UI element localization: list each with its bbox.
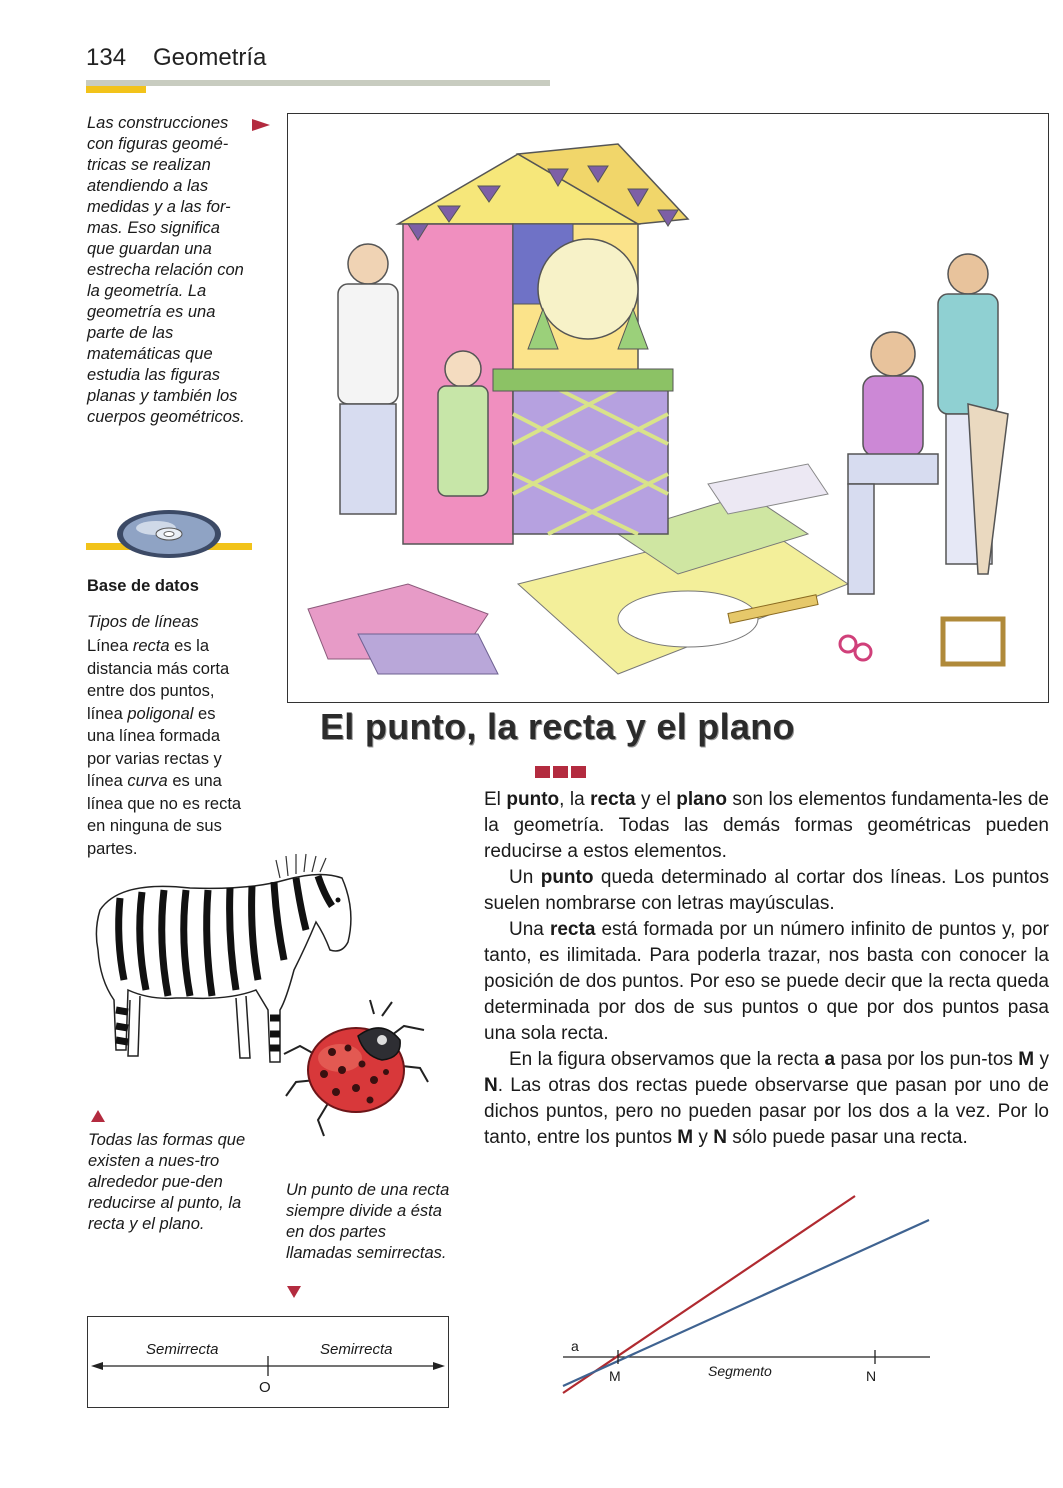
cd-database-icon bbox=[86, 506, 252, 564]
database-title: Base de datos bbox=[87, 577, 199, 595]
pointer-down-icon bbox=[286, 1284, 302, 1300]
title-decoration bbox=[535, 765, 589, 783]
ladybug-illustration bbox=[278, 996, 438, 1146]
page-number: 134 bbox=[86, 44, 127, 71]
database-subtitle: Tipos de líneas bbox=[87, 613, 199, 631]
main-body-text bbox=[484, 787, 1049, 1151]
point-n-label: N bbox=[866, 1368, 877, 1384]
point-m-label: M bbox=[609, 1368, 621, 1384]
line-a-label: a bbox=[571, 1338, 579, 1354]
paragraph-2: Un punto queda determinado al cortar dos líneas. Los puntos suelen nombrarse con letras mayúsculas. bbox=[484, 867, 1049, 914]
semirrecta-right-label: Semirrecta bbox=[320, 1341, 393, 1358]
segment-label: Segmento bbox=[708, 1363, 772, 1379]
paragraph-4: En la figura observamos que la recta a pasa por los pun-tos M y N. Las otras dos rectas puede observarse que pasan por uno de dichos puntos, pero no pueden pasar por los dos a la vez. Por lo tanto, entre los puntos M y N sólo puede pasar una recta. bbox=[484, 1049, 1050, 1148]
database-body: Línea recta es la distancia más corta entre dos puntos, línea poligonal es una línea formada por varias rectas y línea curva es una línea que no es recta en ninguna de sus partes. bbox=[87, 637, 242, 858]
caption-point-divides: Un punto de una recta siempre divide a ésta en dos partes llamadas semirrectas. bbox=[286, 1181, 450, 1262]
section-title: Geometría bbox=[153, 44, 267, 71]
semirrecta-left-label: Semirrecta bbox=[146, 1341, 219, 1358]
pointer-right-icon bbox=[250, 117, 272, 133]
page-title: El punto, la recta y el plano bbox=[320, 706, 795, 747]
paragraph-3: Una recta está formada por un número infinito de puntos y, por tanto, es ilimitada. Para poderla trazar, nos basta con conocer la posición de dos puntos. Por eso se puede decir que la recta queda determinada por dos de sus puntos o que por dos puntos pasa una sola recta. bbox=[484, 919, 1049, 1044]
caption-forms: Todas las formas que existen a nues-tro alrededor pue-den reducirse al punto, la recta y el plano. bbox=[88, 1131, 246, 1233]
puppet-theater-scene bbox=[288, 114, 1048, 702]
header-rule bbox=[86, 80, 550, 86]
pointer-up-icon bbox=[90, 1108, 106, 1124]
sidebar-intro-text: Las construcciones con figuras geomé-tricas se realizan atendiendo a las medidas y a las for-mas. Eso significa que guardan una estrecha relación con la geometría. La geometría es una parte de las matemáticas que estudia las figuras planas y también los cuerpos geométricos. bbox=[87, 114, 245, 426]
header-accent-bar bbox=[86, 86, 146, 93]
puppet-theater-illustration bbox=[287, 113, 1049, 703]
paragraph-1: El punto, la recta y el plano son los elementos fundamenta-les de la geometría. Todas las demás formas geométricas pueden reducirse a estos elementos. bbox=[484, 789, 1049, 862]
point-o-label: O bbox=[259, 1379, 271, 1396]
